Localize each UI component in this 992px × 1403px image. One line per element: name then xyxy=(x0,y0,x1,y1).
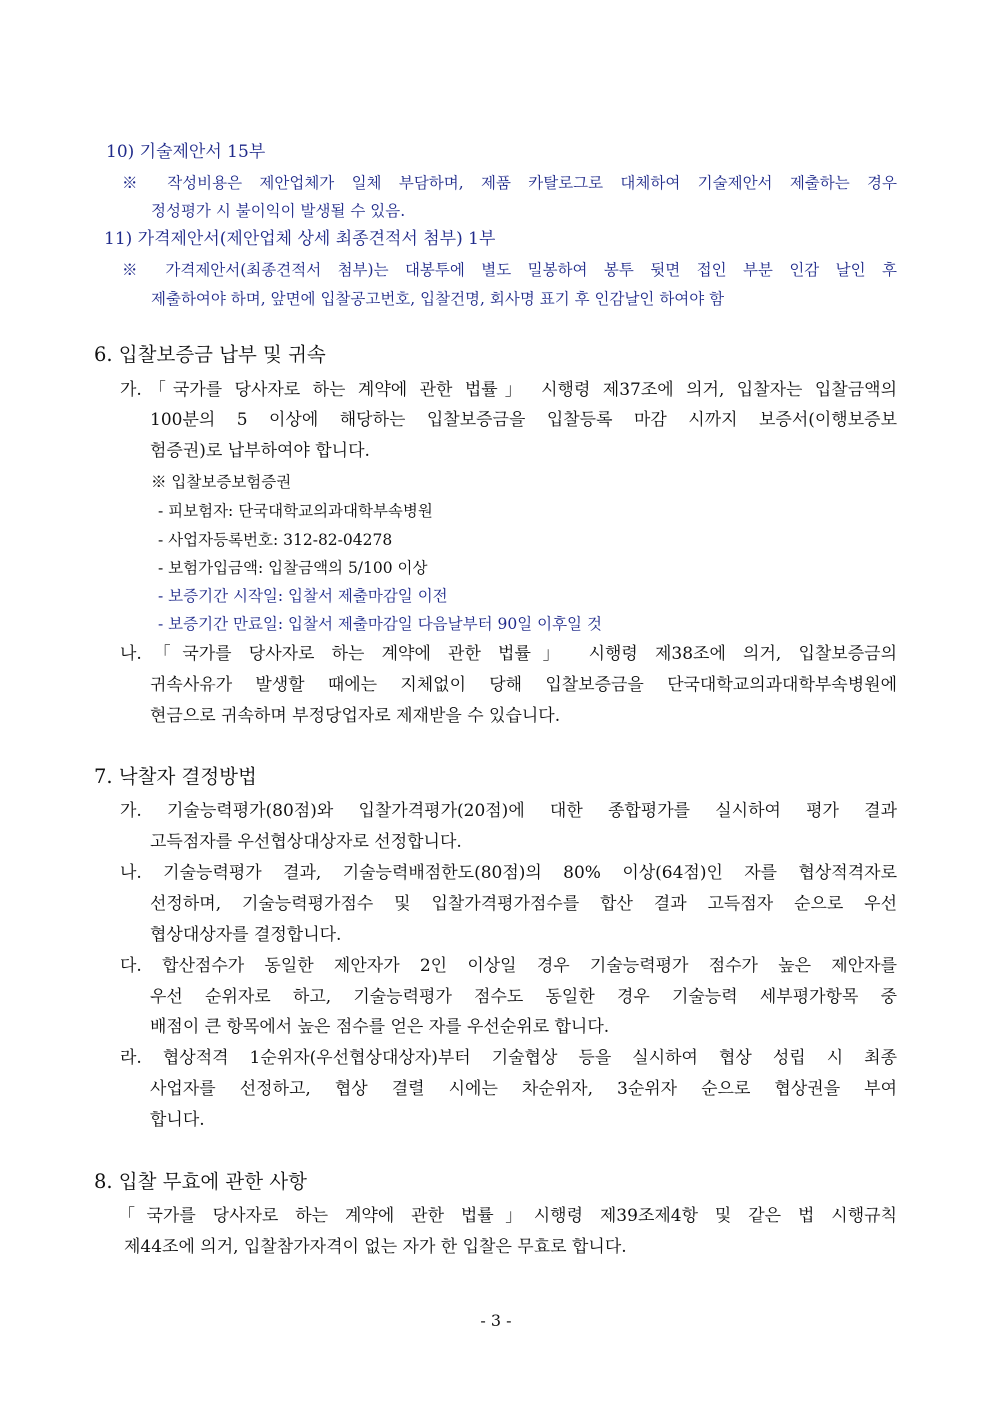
insurance-item: - 보증기간 시작일: 입찰서 제출마감일 이전 xyxy=(158,587,448,605)
item-11: 11) 가격제안서(제안업체 상세 최종견적서 첨부) 1부 xyxy=(104,229,496,249)
section-7-na-line1: 나. 기술능력평가 결과, 기술능력배점한도(80점)의 80% 이상(64점)인 자를 협상적격자로 xyxy=(120,863,897,883)
section-7-ra-line2: 사업자를 선정하고, 협상 결렬 시에는 차순위자, 3순위자 순으로 협상권을 부여 xyxy=(150,1079,897,1099)
section-6-heading: 6. 입찰보증금 납부 및 귀속 xyxy=(94,343,326,366)
page-number: - 3 - xyxy=(480,1311,512,1330)
item-10-note-line1: ※ 작성비용은 제안업체가 일체 부담하며, 제품 카탈로그로 대체하여 기술제안서 제출하는 경우 xyxy=(122,174,897,192)
item-10-note-line2: 정성평가 시 불이익이 발생될 수 있음. xyxy=(151,202,406,220)
section-6-ga-line2: 100분의 5 이상에 해당하는 입찰보증금을 입찰등록 마감 시까지 보증서(이행보증보 xyxy=(150,410,897,430)
item-11-note-line1: ※ 가격제안서(최종견적서 첨부)는 대봉투에 별도 밀봉하여 봉투 뒷면 접인 부분 인감 날인 후 xyxy=(122,261,897,279)
insurance-item: - 피보험자: 단국대학교의과대학부속병원 xyxy=(158,502,433,520)
section-7-na-line2: 선정하며, 기술능력평가점수 및 입찰가격평가점수를 합산 결과 고득점자 순으로 우선 xyxy=(150,894,897,914)
section-7-da-line1: 다. 합산점수가 동일한 제안자가 2인 이상일 경우 기술능력평가 점수가 높은 제안자를 xyxy=(120,956,897,976)
section-7-heading: 7. 낙찰자 결정방법 xyxy=(94,765,257,788)
item-10: 10) 기술제안서 15부 xyxy=(106,142,266,162)
section-6-na-line1: 나.「국가를 당사자로 하는 계약에 관한 법률」 시행령 제38조에 의거, 입찰보증금의 xyxy=(120,644,897,664)
section-8-line1: 「국가를 당사자로 하는 계약에 관한 법률」시행령 제39조제4항 및 같은 법 시행규칙 xyxy=(118,1206,897,1226)
insurance-title: ※ 입찰보증보험증권 xyxy=(151,473,292,491)
insurance-item: - 사업자등록번호: 312-82-04278 xyxy=(158,531,393,549)
section-8-line2: 제44조에 의거, 입찰참가자격이 없는 자가 한 입찰은 무효로 합니다. xyxy=(124,1237,627,1257)
section-6-ga-line3: 험증권)로 납부하여야 합니다. xyxy=(150,441,370,461)
section-7-ra-line3: 합니다. xyxy=(150,1110,205,1130)
section-6-na-line3: 현금으로 귀속하며 부정당업자로 제재받을 수 있습니다. xyxy=(150,706,561,726)
item-11-note-line2: 제출하여야 하며, 앞면에 입찰공고번호, 입찰건명, 회사명 표기 후 인감날인 하여야 함 xyxy=(151,290,725,308)
insurance-item: - 보증기간 만료일: 입찰서 제출마감일 다음날부터 90일 이후일 것 xyxy=(158,615,602,633)
section-8-heading: 8. 입찰 무효에 관한 사항 xyxy=(94,1170,307,1193)
section-7-da-line2: 우선 순위자로 하고, 기술능력평가 점수도 동일한 경우 기술능력 세부평가항목 중 xyxy=(150,987,897,1007)
section-7-da-line3: 배점이 큰 항목에서 높은 점수를 얻은 자를 우선순위로 합니다. xyxy=(150,1017,610,1037)
section-7-ra-line1: 라. 협상적격 1순위자(우선협상대상자)부터 기술협상 등을 실시하여 협상 성립 시 최종 xyxy=(120,1048,897,1068)
section-6-na-line2: 귀속사유가 발생할 때에는 지체없이 당해 입찰보증금을 단국대학교의과대학부속병원에 xyxy=(150,675,897,695)
section-7-ga-line2: 고득점자를 우선협상대상자로 선정합니다. xyxy=(150,832,462,852)
section-7-na-line3: 협상대상자를 결정합니다. xyxy=(150,925,342,945)
section-7-ga-line1: 가. 기술능력평가(80점)와 입찰가격평가(20점)에 대한 종합평가를 실시하여 평가 결과 xyxy=(120,801,897,821)
insurance-item: - 보험가입금액: 입찰금액의 5/100 이상 xyxy=(158,559,428,577)
section-6-ga-line1: 가.「국가를 당사자로 하는 계약에 관한 법률」 시행령 제37조에 의거, 입찰자는 입찰금액의 xyxy=(120,380,897,400)
